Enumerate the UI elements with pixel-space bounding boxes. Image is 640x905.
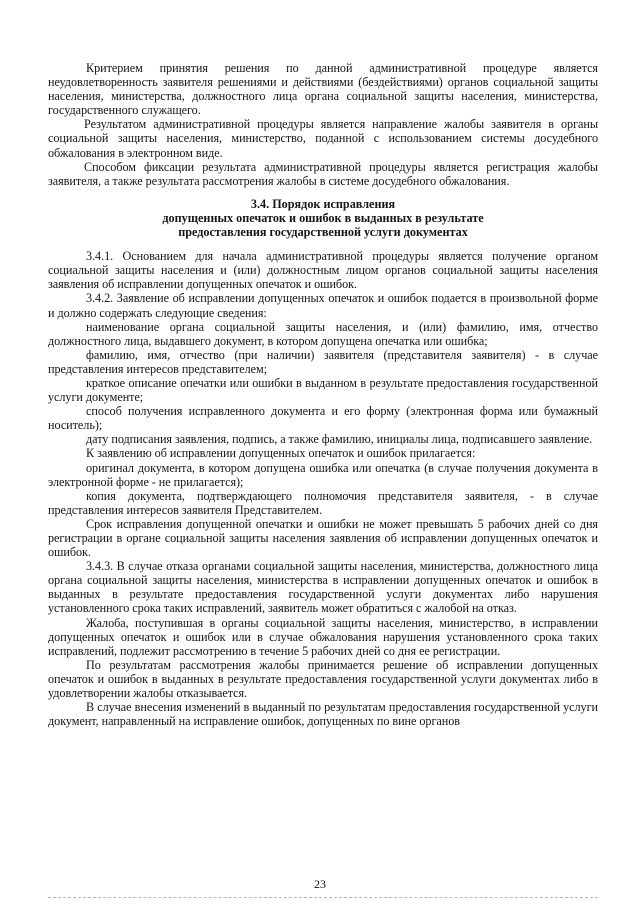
- footer-divider: [48, 897, 598, 898]
- body-paragraph: способ получения исправленного документа и его форму (электронная форма или бумажный носитель);: [48, 404, 598, 433]
- intro-paragraph-criterion: Критерием принятия решения по данной административной процедуре является неудовлетворенность заявителя решениями и действиями (бездействиями) органов социальной защиты населения, министерства, должностного лица органа социальной защиты населения, министерства, государственного служащего.: [48, 61, 598, 118]
- body-paragraph: оригинал документа, в котором допущена ошибка или опечатка (в случае получения документа в электронной форме - не прилагается);: [48, 460, 598, 489]
- body-paragraph: фамилию, имя, отчество (при наличии) заявителя (представителя заявителя) - в случае представления интересов представителем;: [48, 347, 598, 376]
- body-paragraph: 3.4.1. Основанием для начала административной процедуры является получение органом социальной защиты населения и (или) должностным лицом органов социальной защиты населения заявления об исправлении допущенных опечаток и ошибок.: [48, 249, 598, 292]
- intro-paragraph-fixation: Способом фиксации результата административной процедуры является регистрация жалобы заявителя, а также результата рассмотрения жалобы в системе досудебного обжалования.: [48, 159, 598, 188]
- section-heading-line-1: 3.4. Порядок исправления: [250, 196, 396, 211]
- body-paragraph: В случае внесения изменений в выданный по результатам предоставления государственной услуги документ, направленный на исправление ошибок, допущенных по вине органов: [48, 700, 598, 729]
- body-paragraph: По результатам рассмотрения жалобы принимается решение об исправлении допущенных опечаток и ошибок в выданных в результате предоставления государственной услуги документах либо в удовлетворении жалобы отказывается.: [48, 657, 598, 701]
- section-heading-line-2: допущенных опечаток и ошибок в выданных в результате: [162, 210, 484, 225]
- section-heading: [48, 197, 598, 239]
- section-heading-line-3: предоставления государственной услуги документах: [178, 225, 468, 240]
- body-paragraph: дату подписания заявления, подпись, а также фамилию, инициалы лица, подписавшего заявление.: [86, 432, 593, 447]
- body-paragraph: краткое описание опечатки или ошибки в выданном в результате предоставления государственной услуги документе;: [48, 375, 598, 405]
- body-paragraph: 3.4.3. В случае отказа органами социальной защиты населения, министерства, должностного лица органа социальной защиты населения, министерства в исправлении допущенных опечаток и ошибок в выданных в результате предоставления государственной услуги документах либо нарушения установленного срока таких исправлений, заявитель может обратиться с жалобой на отказ.: [48, 559, 598, 616]
- body-paragraph: наименование органа социальной защиты населения, и (или) фамилию, имя, отчество должностного лица, выдавшего документ, в котором допущена опечатка или ошибка;: [48, 319, 598, 348]
- body-paragraph: копия документа, подтверждающего полномочия представителя заявителя, - в случае представления интересов заявителя Представителем.: [48, 488, 598, 517]
- page-number: 23: [314, 877, 326, 891]
- body-paragraph: К заявлению об исправлении допущенных опечаток и ошибок прилагается:: [86, 446, 476, 461]
- intro-paragraph-result: Результатом административной процедуры является направление жалобы заявителя в органы социальной защиты населения, министерство, поданной с использованием системы досудебного обжалования в электронном виде.: [48, 117, 598, 160]
- body-paragraph: Срок исправления допущенной опечатки и ошибки не может превышать 5 рабочих дней со дня регистрации в органе социальной защиты населения заявления об исправлении допущенных опечаток и ошибок.: [48, 516, 598, 560]
- body-paragraph: Жалоба, поступившая в органы социальной защиты населения, министерство, в исправлении допущенных опечаток и ошибок или в случае обжалования нарушения установленного срока таких исправлений, подлежит рассмотрению в течение 5 рабочих дней со дня ее регистрации.: [48, 615, 598, 658]
- body-paragraph: 3.4.2. Заявление об исправлении допущенных опечаток и ошибок подается в произвольной форме и должно содержать следующие сведения:: [48, 291, 598, 320]
